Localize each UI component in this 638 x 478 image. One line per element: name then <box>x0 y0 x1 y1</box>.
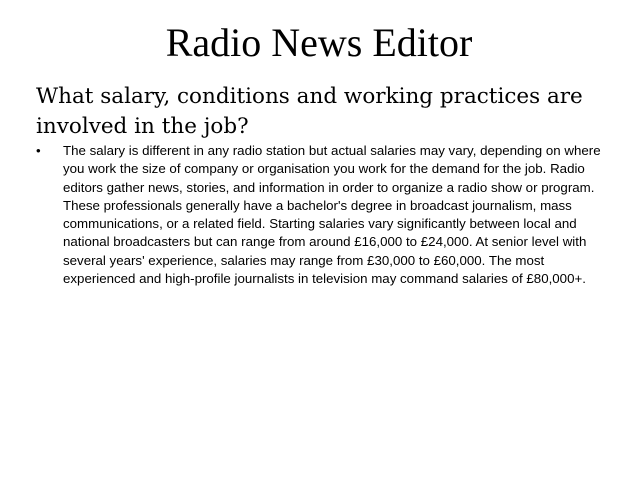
slide-title: Radio News Editor <box>165 20 473 65</box>
bullet-icon: • <box>36 143 41 158</box>
bullet-text: The salary is different in any radio station but actual salaries may vary, depending on where you work the size of company or organisation you work for the demand for the job. Radio editors gather news, stories, and information in order to organize a radio show or program. These professionals generally have a bachelor's degree in broadcast journalism, mass communications, or a related field. Starting salaries vary significantly between local and national broadcasters but can range from around £16,000 to £24,000. At senior level with several years' experience, salaries may range from £30,000 to £60,000. The most experienced and high-profile journalists in television may command salaries of £80,000+. <box>63 143 601 287</box>
slide-subtitle: What salary, conditions and working practices are involved in the job? <box>36 84 583 139</box>
bullet-item <box>36 142 616 288</box>
